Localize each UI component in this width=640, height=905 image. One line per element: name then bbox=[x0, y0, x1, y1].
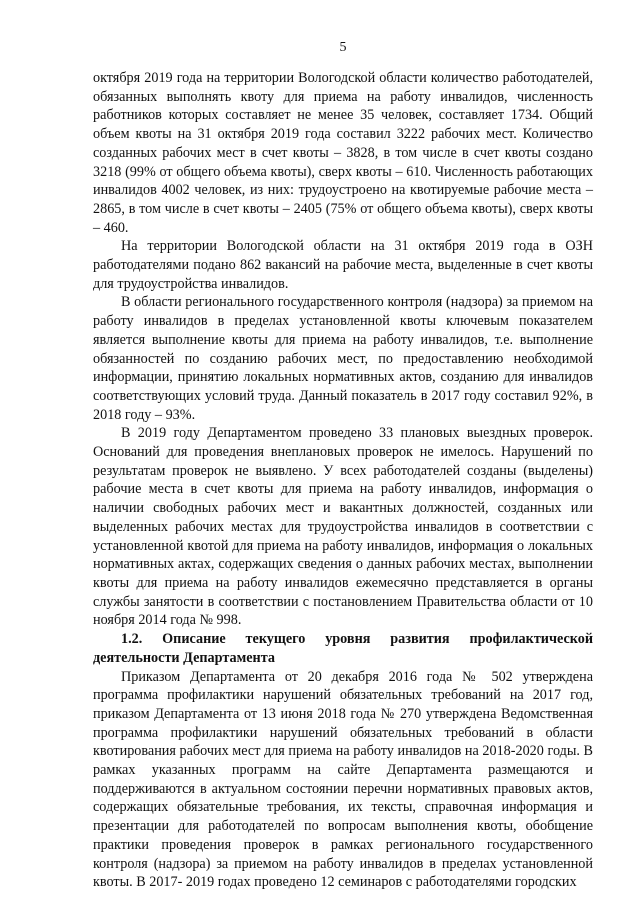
paragraph-control-indicator: В области регионального государственного контроля (надзора) за приемом на работу инвалидов в пределах установленной квоты ключевым показателем является выполнение квоты для приема на работу инвалидов, т.е. выполнение обязанностей по созданию рабочих мест, по предоставлению необходимой информации, принятию локальных нормативных актов, созданию для инвалидов соответствующих условий труда. Данный показатель в 2017 году составил 92%, в 2018 году – 93%. bbox=[93, 294, 593, 423]
page-number: 5 bbox=[339, 40, 347, 55]
paragraph-vacancies: На территории Вологодской области на 31 октября 2019 года в ОЗН работодателями подано 862 вакансий на рабочие места, выделенные в счет квоты для трудоустройства инвалидов. bbox=[93, 238, 593, 292]
paragraph-prevention-programs: Приказом Департамента от 20 декабря 2016 года № 502 утверждена программа профилактики нарушений обязательных требований на 2017 год, приказом Департамента от 13 июня 2018 года № 270 утверждена Ведомственная программа профилактики нарушений обязательных требований в области квотирования рабочих мест для приема на работу инвалидов на 2018-2020 годы. В рамках указанных программ на сайте Департамента размещаются и поддерживаются в актуальном состоянии перечни нормативных правовых актов, содержащих обязательные требования, их тексты, справочная информация и презентации для работодателей по вопросам выполнения квоты, обобщение практики проведения проверок в рамках регионального государственного контроля (надзора) за приемом на работу инвалидов в пределах установленной квоты. В 2017- 2019 годах проведено 12 семинаров с работодателями городских bbox=[93, 668, 593, 891]
paragraph-quota-statistics: октября 2019 года на территории Вологодской области количество работодателей, обязанных выполнять квоту для приема на работу инвалидов, численность работников которых составляет не менее 35 человек, составляет 1734. Общий объем квоты на 31 октября 2019 года составил 3222 рабочих мест. Количество созданных рабочих мест в счет квоты – 3828, в том числе в счет квоты создано 3218 (99% от общего объема квоты), сверх квоты – 610. Численность работающих инвалидов 4002 человек, из них: трудоустроено на квотируемые рабочие места – 2865, в том числе в счет квоты – 2405 (75% от общего объема квоты), сверх квоты – 460. bbox=[93, 70, 593, 236]
section-heading: 1.2. Описание текущего уровня развития профилактической деятельности Департамента bbox=[93, 631, 593, 666]
paragraph-inspections: В 2019 году Департаментом проведено 33 плановых выездных проверок. Оснований для проведения внеплановых проверок не имелось. Нарушений по результатам проверок не выявлено. У всех работодателей созданы (выделены) рабочие места в счет квоты для приема на работу инвалидов, информация о наличии свободных рабочих мест и вакантных должностей, созданных или выделенных рабочих местах для трудоустройства инвалидов в соответствии с установленной квотой для приема на работу инвалидов, информация о локальных нормативных актах, содержащих сведения о данных рабочих местах, выполнении квоты для приема на работу инвалидов ежемесячно представляется в органы службы занятости в соответствии с постановлением Правительства области от 10 ноября 2014 года № 998. bbox=[93, 425, 593, 629]
